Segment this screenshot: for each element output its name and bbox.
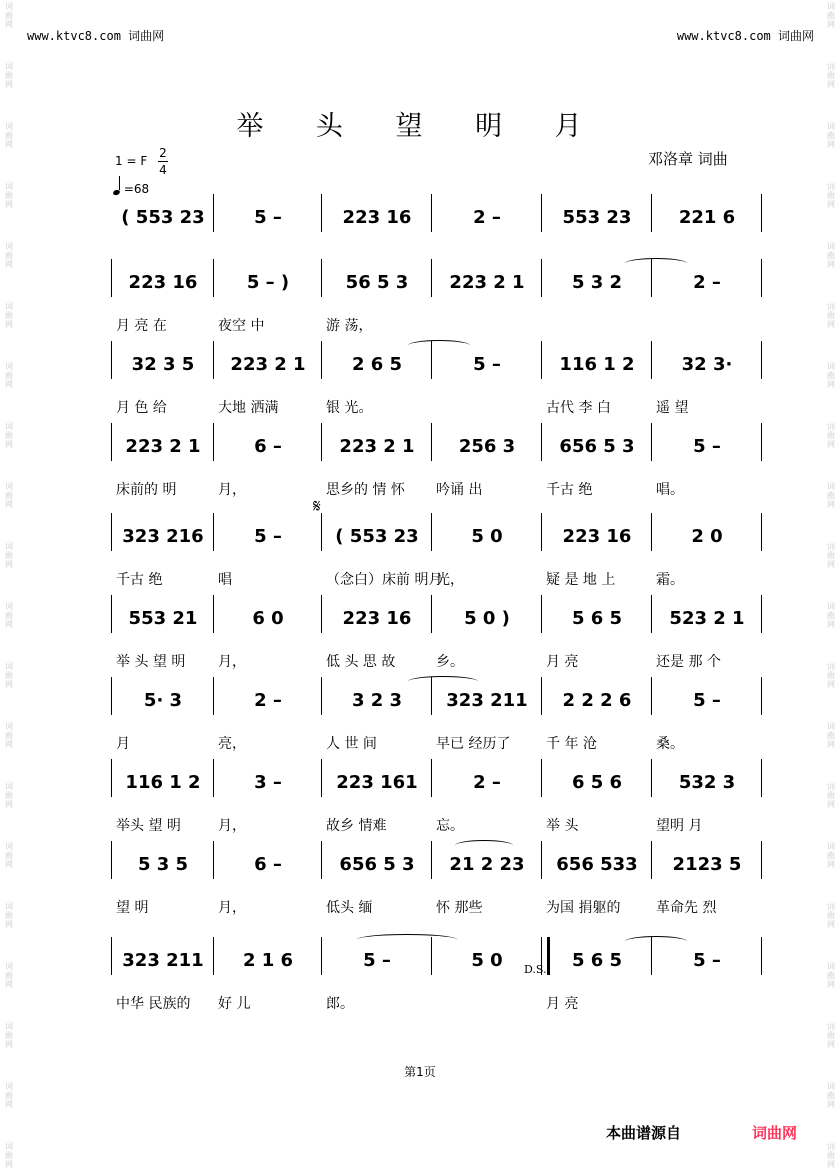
barline (321, 259, 322, 297)
measure-notes: 32 3· (681, 354, 733, 375)
barline (541, 841, 542, 879)
measure-notes: 221 6 (678, 207, 736, 228)
slur (408, 340, 470, 351)
measure-notes: 5 – (693, 690, 721, 711)
page-number: 第1页 (404, 1065, 436, 1079)
barline (321, 341, 322, 379)
measure-notes: 2 1 6 (242, 950, 294, 971)
measure-notes: 5 – (693, 436, 721, 457)
barline (321, 194, 322, 232)
barline (111, 423, 112, 461)
measure-notes: 532 3 (678, 772, 736, 793)
measure-notes: 223 16 (562, 526, 632, 547)
measure-notes: 2 – (473, 207, 501, 228)
measure-notes: 6 – (254, 436, 282, 457)
source-brand-link[interactable]: 词曲网 (752, 1124, 798, 1142)
key-signature: 1 = F (115, 154, 148, 168)
lyric-line: 为国 捐躯的 (546, 900, 621, 916)
lyric-line: （念白）床前 明月 (326, 572, 443, 588)
watermark-text: 词曲网 (827, 902, 835, 929)
barline (213, 937, 214, 975)
slur (408, 676, 478, 687)
measure-notes: 523 2 1 (669, 608, 745, 629)
measure-notes: 2 2 2 6 (562, 690, 632, 711)
lyric-line: 月 亮 (546, 996, 579, 1012)
lyric-line: 床前的 明 (116, 482, 177, 498)
measure-notes: 21 2 23 (449, 854, 525, 875)
watermark-text: 词曲网 (5, 362, 13, 389)
meter-bottom: 4 (159, 163, 167, 177)
measure-notes: 5 0 (471, 526, 503, 547)
watermark-text: 词曲网 (5, 782, 13, 809)
barline (321, 841, 322, 879)
barline (111, 595, 112, 633)
watermark-text: 词曲网 (827, 662, 835, 689)
measure-notes: ( 553 23 (335, 526, 419, 547)
measure-notes: 5 – (473, 354, 501, 375)
barline (431, 513, 432, 551)
lyric-line: 月， (218, 818, 246, 834)
site-header-left[interactable]: www.ktvc8.com 词曲网 (27, 29, 165, 43)
barline (111, 759, 112, 797)
site-header-right[interactable]: www.ktvc8.com 词曲网 (676, 29, 814, 43)
barline (651, 595, 652, 633)
barline (651, 513, 652, 551)
measure-notes: 323 216 (122, 526, 204, 547)
barline (213, 677, 214, 715)
lyric-line: 乡。 (436, 654, 464, 670)
watermark-text: 词曲网 (5, 302, 13, 329)
measure-notes: 5 – (254, 207, 282, 228)
watermark-text: 词曲网 (827, 1022, 835, 1049)
tempo-value: =68 (123, 182, 150, 196)
lyric-line: 亮， (218, 736, 246, 752)
lyric-line: 古代 李 白 (546, 400, 611, 416)
lyric-line: 千 年 沧 (546, 736, 597, 752)
lyric-line: 月 亮 在 (116, 318, 167, 334)
barline (111, 513, 112, 551)
lyric-line: 千古 绝 (116, 572, 163, 588)
barline (111, 341, 112, 379)
watermark-text: 词曲网 (5, 122, 13, 149)
barline (761, 841, 762, 879)
barline (431, 259, 432, 297)
watermark-text: 词曲网 (827, 242, 835, 269)
barline (761, 937, 762, 975)
measure-notes: 2 – (693, 272, 721, 293)
measure-notes: 6 5 6 (571, 772, 623, 793)
barline (761, 194, 762, 232)
measure-notes: 223 2 1 (125, 436, 201, 457)
barline (761, 677, 762, 715)
watermark-text: 词曲网 (5, 962, 13, 989)
measure-notes: 2 – (254, 690, 282, 711)
barline (431, 595, 432, 633)
lyric-line: 疑 是 地 上 (546, 572, 616, 588)
barline (431, 423, 432, 461)
watermark-text: 词曲网 (5, 482, 13, 509)
lyric-line: 月， (218, 654, 246, 670)
barline (321, 937, 322, 975)
measure-notes: 323 211 (446, 690, 528, 711)
watermark-text: 词曲网 (5, 2, 13, 29)
lyric-line: 举头 望 明 (116, 818, 181, 834)
measure-notes: 2 6 5 (351, 354, 403, 375)
barline (111, 841, 112, 879)
measure-notes: 256 3 (458, 436, 516, 457)
lyric-line: 月 色 给 (116, 400, 167, 416)
lyric-line: 遥 望 (656, 400, 689, 416)
barline (111, 937, 112, 975)
tempo-marking (113, 176, 149, 196)
measure-notes: 5 – (254, 526, 282, 547)
meter-top: 2 (159, 146, 167, 160)
barline (761, 423, 762, 461)
watermark-text: 词曲网 (5, 542, 13, 569)
measure-notes: 5 0 ) (464, 608, 510, 629)
barline (651, 194, 652, 232)
watermark-text: 词曲网 (827, 122, 835, 149)
lyric-line: 怀 那些 (436, 900, 483, 916)
measure-notes: ( 553 23 (121, 207, 205, 228)
segno-icon: 𝄋 (313, 496, 321, 517)
measure-notes: 116 1 2 (559, 354, 635, 375)
lyric-line: 故乡 情难 (326, 818, 387, 834)
barline (761, 513, 762, 551)
measure-notes: 656 533 (556, 854, 638, 875)
lyric-line: 早已 经历了 (436, 736, 511, 752)
dal-segno-marker: D.S. (524, 963, 547, 976)
lyric-line: 望明 月 (656, 818, 703, 834)
measure-notes: 223 16 (342, 608, 412, 629)
measure-notes: 223 16 (342, 207, 412, 228)
lyric-line: 桑。 (656, 736, 684, 752)
watermark-text: 词曲网 (827, 842, 835, 869)
watermark-text: 词曲网 (827, 542, 835, 569)
measure-notes: 553 21 (128, 608, 198, 629)
lyric-line: 革命先 烈 (656, 900, 717, 916)
measure-notes: 6 0 (252, 608, 284, 629)
lyric-line: 光， (436, 572, 464, 588)
lyric-line: 月， (218, 900, 246, 916)
lyric-line: 低头 缅 (326, 900, 373, 916)
watermark-text: 词曲网 (827, 62, 835, 89)
lyric-line: 唱 (218, 572, 232, 588)
lyric-line: 游 荡， (326, 318, 373, 334)
watermark-text: 词曲网 (827, 182, 835, 209)
slur (455, 840, 513, 851)
barline (213, 259, 214, 297)
watermark-text: 词曲网 (827, 362, 835, 389)
barline (431, 759, 432, 797)
barline (321, 759, 322, 797)
watermark-text: 词曲网 (827, 722, 835, 749)
watermark-text: 词曲网 (827, 602, 835, 629)
watermark-text: 词曲网 (5, 1022, 13, 1049)
lyric-line: 郎。 (326, 996, 354, 1012)
barline (651, 759, 652, 797)
lyric-line: 唱。 (656, 482, 684, 498)
watermark-text: 词曲网 (5, 662, 13, 689)
slur (625, 936, 687, 947)
lyric-line: 举 头 (546, 818, 579, 834)
measure-notes: 5 0 (471, 950, 503, 971)
watermark-text: 词曲网 (827, 422, 835, 449)
barline (213, 423, 214, 461)
lyric-line: 银 光。 (326, 400, 373, 416)
barline (651, 341, 652, 379)
measure-notes: 5 3 5 (137, 854, 189, 875)
watermark-text: 词曲网 (827, 962, 835, 989)
measure-notes: 5 – (363, 950, 391, 971)
watermark-text: 词曲网 (5, 1142, 13, 1169)
lyric-line: 夜空 中 (218, 318, 265, 334)
measure-notes: 2 0 (691, 526, 723, 547)
measure-notes: 5 6 5 (571, 608, 623, 629)
measure-notes: 223 2 1 (230, 354, 306, 375)
watermark-text: 词曲网 (5, 182, 13, 209)
watermark-text: 词曲网 (5, 1082, 13, 1109)
lyric-line: 低 头 思 故 (326, 654, 396, 670)
source-label: 本曲谱源自 (606, 1124, 682, 1142)
measure-notes: 5 – (693, 950, 721, 971)
watermark-text: 词曲网 (5, 422, 13, 449)
lyric-line: 月 亮 (546, 654, 579, 670)
measure-notes: 5· 3 (143, 690, 183, 711)
barline (541, 341, 542, 379)
barline (541, 259, 542, 297)
barline (651, 841, 652, 879)
lyric-line: 思乡的 情 怀 (326, 482, 405, 498)
composer-credit: 邓洛章 词曲 (648, 150, 728, 168)
quarter-note-icon (112, 189, 120, 196)
barline (541, 677, 542, 715)
lyric-line: 大地 洒满 (218, 400, 279, 416)
measure-notes: 223 2 1 (449, 272, 525, 293)
measure-notes: 32 3 5 (131, 354, 195, 375)
slur (357, 934, 457, 945)
watermark-text: 词曲网 (5, 902, 13, 929)
barline (651, 423, 652, 461)
lyric-line: 举 头 望 明 (116, 654, 186, 670)
lyric-line: 人 世 间 (326, 736, 377, 752)
watermark-strip-left (0, 0, 18, 1169)
measure-notes: 656 5 3 (339, 854, 415, 875)
barline (761, 259, 762, 297)
barline (431, 841, 432, 879)
measure-notes: 3 2 3 (351, 690, 403, 711)
barline (321, 595, 322, 633)
barline (541, 595, 542, 633)
measure-notes: 116 1 2 (125, 772, 201, 793)
watermark-text: 词曲网 (827, 2, 835, 29)
measure-notes: 2 – (473, 772, 501, 793)
measure-notes: 6 – (254, 854, 282, 875)
measure-notes: 323 211 (122, 950, 204, 971)
barline (541, 513, 542, 551)
watermark-text: 词曲网 (827, 1142, 835, 1169)
barline (213, 194, 214, 232)
lyric-line: 中华 民族的 (116, 996, 191, 1012)
measure-notes: 5 6 5 (571, 950, 623, 971)
watermark-text: 词曲网 (827, 1082, 835, 1109)
watermark-text: 词曲网 (5, 722, 13, 749)
barline (213, 841, 214, 879)
watermark-text: 词曲网 (827, 482, 835, 509)
measure-notes: 656 5 3 (559, 436, 635, 457)
lyric-line: 忘。 (436, 818, 464, 834)
measure-notes: 223 161 (336, 772, 418, 793)
measure-notes: 56 5 3 (345, 272, 409, 293)
measure-notes: 5 3 2 (571, 272, 623, 293)
barline (541, 194, 542, 232)
barline (541, 423, 542, 461)
watermark-text: 词曲网 (5, 242, 13, 269)
barline (761, 759, 762, 797)
slur (625, 258, 687, 269)
watermark-text: 词曲网 (5, 602, 13, 629)
watermark-text: 词曲网 (827, 302, 835, 329)
measure-notes: 2123 5 (672, 854, 742, 875)
lyric-line: 吟诵 出 (436, 482, 483, 498)
measure-notes: 553 23 (562, 207, 632, 228)
lyric-line: 还是 那 个 (656, 654, 721, 670)
time-signature (158, 145, 168, 178)
lyric-line: 千古 绝 (546, 482, 593, 498)
measure-notes: 223 2 1 (339, 436, 415, 457)
measure-notes: 5 – ) (246, 272, 290, 293)
measure-notes: 3 – (254, 772, 282, 793)
barline (213, 595, 214, 633)
barline (321, 677, 322, 715)
watermark-strip-right (822, 0, 840, 1169)
barline (761, 595, 762, 633)
barline (431, 194, 432, 232)
barline (321, 423, 322, 461)
barline (111, 259, 112, 297)
barline (111, 677, 112, 715)
lyric-line: 月， (218, 482, 246, 498)
song-title: 举 头 望 明 月 (236, 111, 604, 142)
barline (321, 513, 322, 551)
barline (761, 341, 762, 379)
measure-notes: 223 16 (128, 272, 198, 293)
watermark-text: 词曲网 (827, 782, 835, 809)
watermark-text: 词曲网 (5, 62, 13, 89)
lyric-line: 望 明 (116, 900, 149, 916)
barline (213, 341, 214, 379)
lyric-line: 霜。 (656, 572, 684, 588)
barline (213, 759, 214, 797)
barline (651, 677, 652, 715)
barline (213, 513, 214, 551)
lyric-line: 好 儿 (218, 996, 251, 1012)
barline (541, 759, 542, 797)
lyric-line: 月 (116, 736, 130, 752)
watermark-text: 词曲网 (5, 842, 13, 869)
